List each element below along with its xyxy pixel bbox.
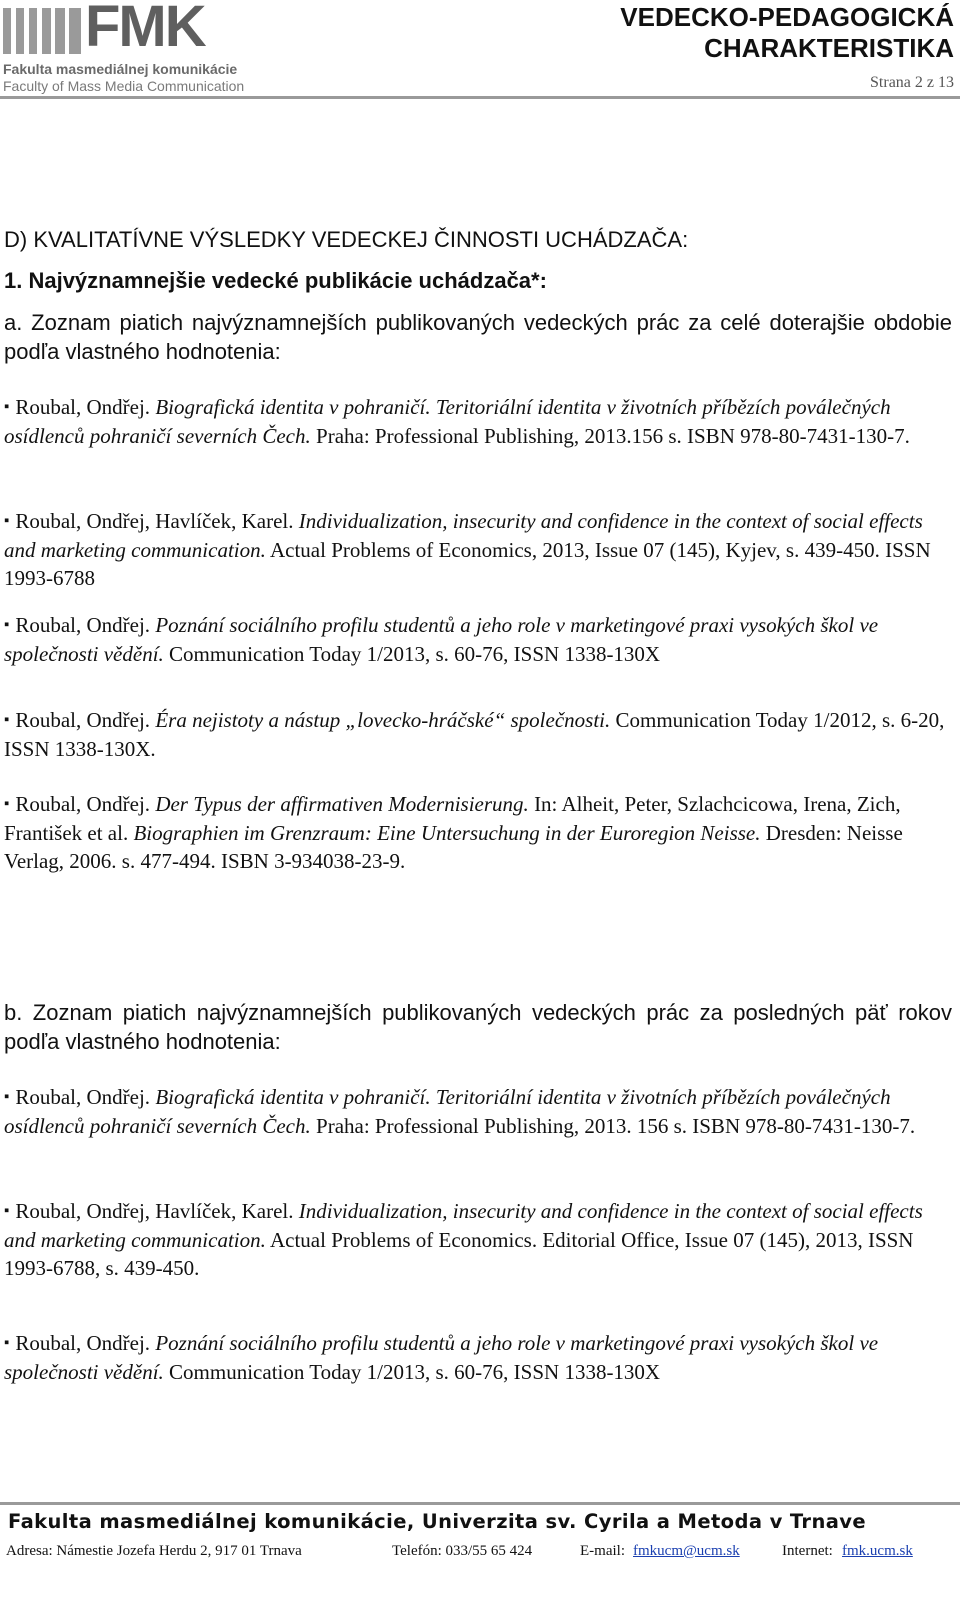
publication-details: Actual Problems of Economics, 2013, Issue 07 (145), Kyjev, s. 439-450. ISSN 1993-6788 [4, 537, 931, 590]
logo-bars-icon [3, 8, 83, 54]
publication-title: Poznání sociálního profilu studentů a jeho role v marketingové praxi vysokých škol ve společnosti vědění. [4, 1331, 879, 1384]
publication-authors: Roubal, Ondřej. [15, 1331, 151, 1355]
bullet-icon: ▪ [4, 399, 10, 415]
publication-item [4, 706, 950, 763]
fmk-logo [3, 0, 253, 94]
bullet-icon: ▪ [4, 1203, 10, 1219]
logo-wordmark: FMK [85, 0, 205, 59]
publication-item [4, 1083, 950, 1140]
publication-authors: Roubal, Ondřej. [15, 792, 151, 816]
bullet-icon: ▪ [4, 1089, 10, 1105]
bullet-icon: ▪ [4, 513, 10, 529]
publication-details: Praha: Professional Publishing, 2013. 156 s. ISBN 978-80-7431-130-7. [316, 1113, 916, 1138]
publication-details: Communication Today 1/2013, s. 60-76, ISSN 1338-130X [169, 1359, 661, 1384]
footer-email-link[interactable]: fmkucm@ucm.sk [633, 1543, 740, 1559]
publication-title: Individualization, insecurity and confidence in the context of social effects and marketing communication. [4, 509, 923, 562]
page-number: Strana 2 z 13 [870, 74, 954, 91]
footer-web-link[interactable]: fmk.ucm.sk [842, 1543, 913, 1559]
publication-title: Individualization, insecurity and confidence in the context of social effects and marketing communication. [4, 1199, 923, 1252]
footer-address: Adresa: Námestie Jozefa Herdu 2, 917 01 Trnava [6, 1543, 302, 1559]
publication-authors: Roubal, Ondřej. [15, 1085, 151, 1109]
publication-authors: Roubal, Ondřej, Havlíček, Karel. [15, 509, 294, 533]
header-rule [0, 96, 960, 99]
footer-email-label: E-mail: [580, 1543, 625, 1559]
publication-item [4, 393, 950, 450]
logo-faculty-en: Faculty of Mass Media Communication [3, 78, 245, 94]
subsection-heading: 1. Najvýznamnejšie vedecké publikácie uchádzača*: [4, 268, 547, 293]
publication-authors: Roubal, Ondřej. [15, 613, 151, 637]
publication-title: Biografická identita v pohraničí. Teritoriální identita v životních příbězích poválečných osídlenců pohraničí severních Čech. [4, 395, 891, 448]
publication-title: Der Typus der affirmativen Modernisierung. [155, 792, 529, 816]
publication-editors: In: Alheit, Peter, Szlachcicowa, Irena, Zich, František et al. [4, 792, 901, 845]
section-heading: D) KVALITATÍVNE VÝSLEDKY VEDECKEJ ČINNOSTI UCHÁDZAČA: [4, 227, 689, 252]
footer-web-label: Internet: [782, 1543, 833, 1559]
list-b-intro: b. Zoznam piatich najvýznamnejších publikovaných vedeckých prác za posledných päť rokov podľa vlastného hodnotenia: [4, 1000, 952, 1054]
footer-rule [0, 1502, 960, 1505]
publication-details: Actual Problems of Economics. Editorial Office, Issue 07 (145), 2013, ISSN 1993-6788, s. 439-450. [4, 1227, 914, 1280]
list-a-intro: a. Zoznam piatich najvýznamnejších publikovaných vedeckých prác za celé doterajšie obdobie podľa vlastného hodnotenia: [4, 310, 952, 364]
document-title-line2: CHARAKTERISTIKA [704, 33, 954, 63]
bullet-icon: ▪ [4, 712, 10, 728]
publication-details: Praha: Professional Publishing, 2013.156 s. ISBN 978-80-7431-130-7. [316, 423, 910, 448]
document-title-line1: VEDECKO-PEDAGOGICKÁ [620, 2, 954, 32]
publication-item [4, 507, 950, 593]
publication-item [4, 611, 950, 668]
publication-title: Éra nejistoty a nástup „lovecko-hráčské“ společnosti. [155, 708, 611, 732]
publication-details: Communication Today 1/2013, s. 60-76, ISSN 1338-130X [169, 641, 661, 666]
publication-item [4, 1329, 950, 1386]
logo-faculty-sk: Fakulta masmediálnej komunikácie [3, 61, 238, 77]
bullet-icon: ▪ [4, 617, 10, 633]
publication-details: Communication Today 1/2012, s. 6-20, ISSN 1338-130X. [4, 708, 945, 761]
page-header [0, 0, 960, 100]
publication-item [4, 790, 950, 876]
publication-book-title: Biographien im Grenzraum: Eine Untersuchung in der Euroregion Neisse. [133, 820, 761, 845]
publication-details: Dresden: Neisse Verlag, 2006. s. 477-494. ISBN 3-934038-23-9. [4, 820, 903, 873]
publication-item [4, 1197, 950, 1283]
footer-institution: Fakulta masmediálnej komunikácie, Univerzita sv. Cyrila a Metoda v Trnave [8, 1510, 867, 1533]
bullet-icon: ▪ [4, 1335, 10, 1351]
publication-title: Poznání sociálního profilu studentů a jeho role v marketingové praxi vysokých škol ve společnosti vědění. [4, 613, 879, 666]
publication-title: Biografická identita v pohraničí. Teritoriální identita v životních příbězích poválečných osídlenců pohraničí severních Čech. [4, 1085, 891, 1138]
publication-authors: Roubal, Ondřej. [15, 395, 151, 419]
publication-authors: Roubal, Ondřej, Havlíček, Karel. [15, 1199, 294, 1223]
footer-phone: Telefón: 033/55 65 424 [392, 1543, 533, 1559]
document-title [620, 2, 954, 64]
publication-authors: Roubal, Ondřej. [15, 708, 151, 732]
bullet-icon: ▪ [4, 796, 10, 812]
